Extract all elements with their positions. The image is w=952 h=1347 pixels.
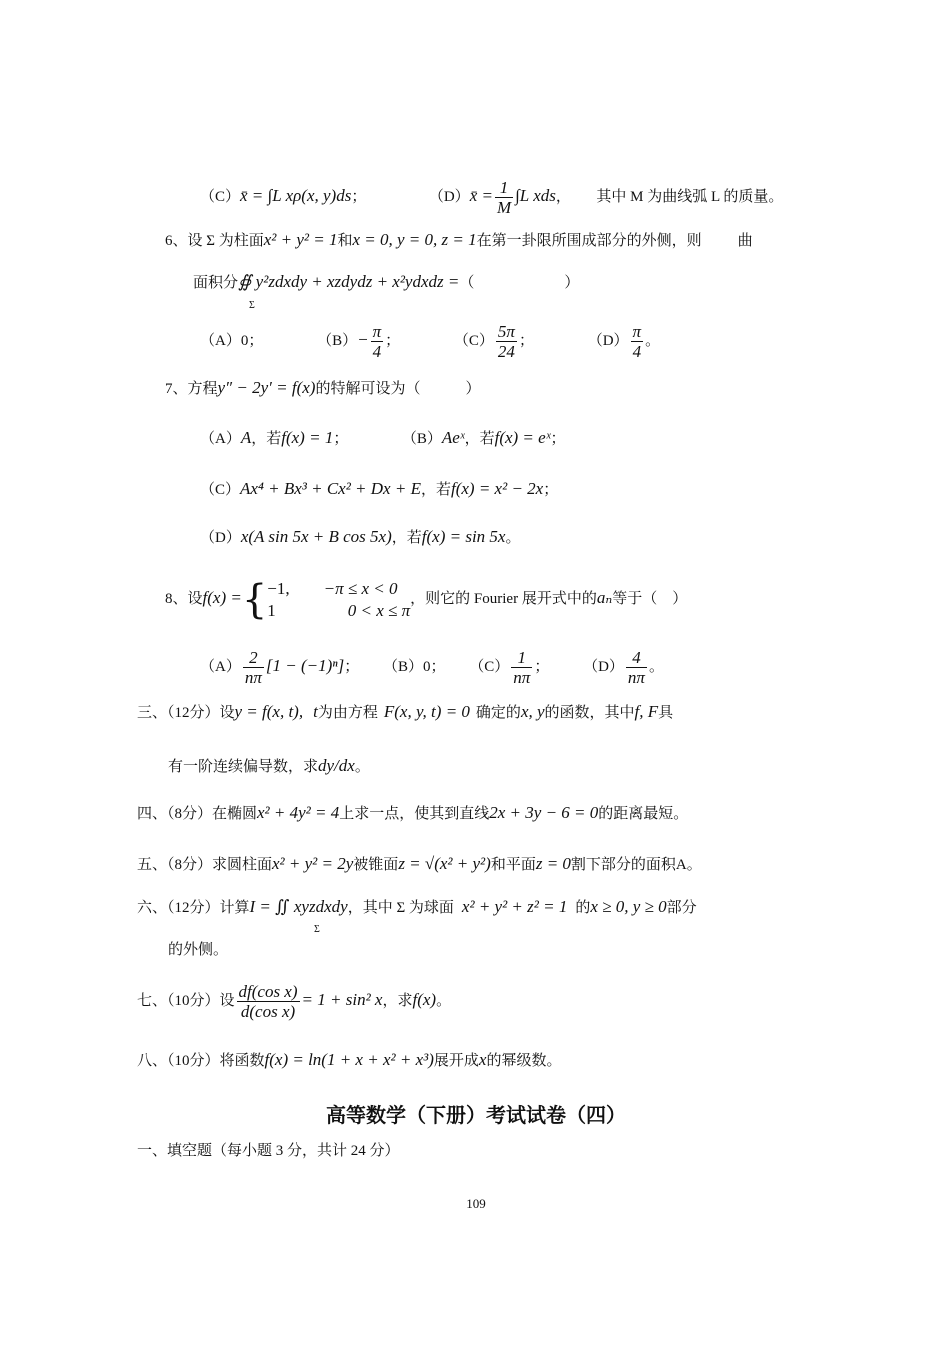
q5-note: 其中 M 为曲线弧 L 的质量。: [596, 188, 784, 205]
q8-options: （A） $\frac{2}{n\pi}$ [1 − (−1)ⁿ]； （B）0； （C） $\frac{1}{n\pi}$ ； （D） $\frac{4}{n\pi}$ 。: [200, 648, 664, 687]
q6-surface-integral: ∯ y²zdxdy + xzdydz + x²ydxdz =: [238, 272, 460, 291]
q5-option-d-fraction: $\frac{1}{M}$: [496, 178, 512, 217]
section-4: 四、（8分）在椭圆x² + 4y² = 4上求一点，使其到直线2x + 3y − 6 = 0的距离最短。: [137, 803, 689, 822]
page-number: 109: [466, 1196, 486, 1211]
exam-title: 高等数学（下册）考试试卷（四）: [326, 1103, 626, 1127]
q6-integral-line: 面积分∯ y²zdxdy + xzdydz + x²ydxdz =（ ）: [193, 272, 580, 291]
part-1-heading: 一、填空题（每小题 3 分，共计 24 分）: [137, 1143, 400, 1159]
q7-stem: 7、方程y″ − 2y′ = f(x)的特解可设为（ ）: [165, 378, 481, 397]
q6-stem: 6、设 Σ 为柱面x² + y² = 1和x = 0, y = 0, z = 1在第一卦限所围成部分的外侧，则 曲: [165, 230, 753, 249]
section-8: 八、（10分）将函数f(x) = ln(1 + x + x² + x³)展开成x的幂级数。: [137, 1050, 562, 1069]
section-5: 五、（8分）求圆柱面x² + y² = 2y被锥面z = √(x² + y²)和平面z = 0割下部分的面积A。: [137, 854, 702, 873]
q7-option-d: （D）x(A sin 5x + B cos 5x)，若f(x) = sin 5x。: [200, 527, 521, 546]
q5-option-c-expr: x̄ = ∫L xρ(x, y)ds: [240, 185, 352, 205]
q8-piecewise: −1, −π ≤ x < 0 1 0 < x ≤ π: [267, 578, 411, 620]
q6-sigma-sub: Σ: [249, 300, 255, 311]
q7-option-c: （C）Ax⁴ + Bx³ + Cx² + Dx + E，若f(x) = x² − 2x；: [200, 479, 559, 498]
section-6-line2: 的外侧。: [168, 942, 229, 958]
q6-options: （A）0； （B）− $\frac{\pi}{4}$ ； （C） $\frac{5\pi}{24}$ ； （D） $\frac{\pi}{4}$ 。: [200, 322, 661, 361]
q7-options-ab: （A）A，若f(x) = 1； （B）Aeˣ，若f(x) = eˣ；: [200, 428, 566, 447]
dy-dx: dy/dx: [318, 756, 355, 775]
section-6-line1: 六、（12分）计算I = ∬ xyzdxdy，其中 Σ 为球面 x² + y² + z² = 1 的x ≥ 0, y ≥ 0部分: [137, 897, 697, 916]
section-3-line1: 三、（12分）设y = f(x, t), t为由方程 F(x, y, t) = 0 确定的x, y的函数，其中f, F具: [137, 702, 674, 721]
q8-stem: 8、设f(x) ={ −1, −π ≤ x < 0 1 0 < x ≤ π ，则它的 Fourier 展开式中的aₙ等于（ ）: [165, 576, 688, 623]
section-7: 七、（10分）设 $\frac{\text{df(cos x)}}{\text{d(cos x)}}$ = 1 + sin² x，求f(x)。: [137, 982, 452, 1021]
section-6-sigma-sub: Σ: [314, 924, 320, 935]
section-3-line2: 有一阶连续偏导数，求dy/dx。: [168, 756, 370, 775]
q5-options-cd: （C）x̄ = ∫L xρ(x, y)ds； （D）x̄ = $\frac{1}{M}$ ∫L xds， 其中 M 为曲线弧 L 的质量。: [200, 178, 784, 217]
